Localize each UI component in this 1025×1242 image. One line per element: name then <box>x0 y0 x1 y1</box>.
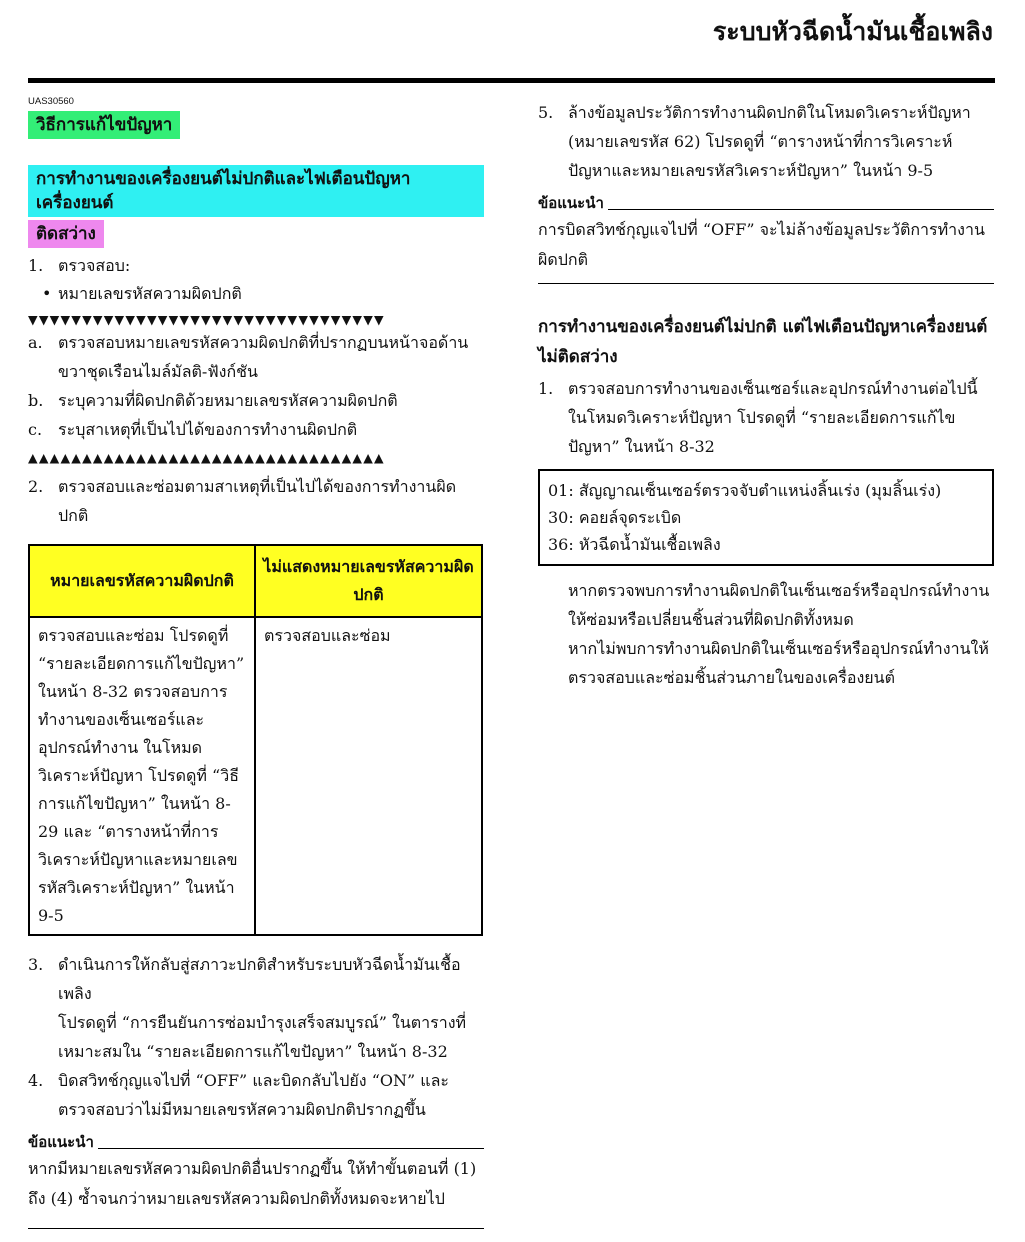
step-3: 3. ดำเนินการให้กลับสู่สภาวะปกติสำหรับระบบหัวฉีดน้ำมันเชื้อเพลิง โปรดดูที่ “การยืนยันการซ่อมบำรุงเสร็จสมบูรณ์” ในตารางที่เหมาะสมใน “รายละเอียดการแก้ไขปัญหา” ในหน้า 8-32 <box>28 955 467 1061</box>
note-text: การบิดสวิทช์กุญแจไปที่ “OFF” จะไม่ล้างข้อมูลประวัติการทำงานผิดปกติ <box>538 220 985 269</box>
note-header: ข้อแนะนำ <box>538 191 994 215</box>
note-end-line <box>538 283 994 284</box>
table-header-row <box>29 545 482 617</box>
left-column <box>28 96 484 1229</box>
code-list-box <box>538 469 994 566</box>
triangle-down-divider: ▼▼▼▼▼▼▼▼▼▼▼▼▼▼▼▼▼▼▼▼▼▼▼▼▼▼▼▼▼▼▼▼▼ <box>28 312 385 327</box>
sub-step-a: a. ตรวจสอบหมายเลขรหัสความผิดปกติที่ปรากฏบนหน้าจอด้านขวาชุดเรือนไมล์มัลติ-ฟังก์ชัน <box>28 333 469 381</box>
bullet-icon: • <box>42 284 52 303</box>
table-row <box>29 617 482 935</box>
table-cell: ตรวจสอบและซ่อม โปรดดูที่ “รายละเอียดการแก้ไขปัญหา” ในหน้า 8-32 ตรวจสอบการทำงานของเซ็นเซอร์และอุปกรณ์ทำงาน ในโหมดวิเคราะห์ปัญหา โปรดดูที่ “วิธีการแก้ไขปัญหา” ในหน้า 8-29 และ “ตารางหน้าที่การวิเคราะห์ปัญหาและหมายเลขรหัสวิเคราะห์ปัญหา” ในหน้า 9-5 <box>29 617 255 935</box>
step-2: 2. ตรวจสอบและซ่อมตามสาเหตุที่เป็นไปได้ของการทำงานผิดปกติ <box>28 477 457 525</box>
subsection-title-cont: ติดสว่าง <box>28 220 104 248</box>
note-header-line <box>608 209 994 210</box>
subsection-title: การทำงานของเครื่องยนต์ไม่ปกติและไฟเตือนปัญหาเครื่องยนต์ <box>28 165 484 217</box>
list-item: 30: คอยล์จุดระเบิด <box>548 508 682 527</box>
step-1: 1. ตรวจสอบ: <box>28 256 131 275</box>
table-header: ไม่แสดงหมายเลขรหัสความผิดปกติ <box>255 545 482 617</box>
step-1: 1. ตรวจสอบการทำงานของเซ็นเซอร์และอุปกรณ์ทำงานต่อไปนี้ในโหมดวิเคราะห์ปัญหา โปรดดูที่ “รายละเอียดการแก้ไขปัญหา” ในหน้า 8-32 <box>538 379 978 456</box>
note-header-line <box>98 1148 484 1149</box>
sub-step-b: b. ระบุความที่ผิดปกติด้วยหมายเลขรหัสความผิดปกติ <box>28 391 398 410</box>
header-rule <box>28 78 995 83</box>
subsection-title: การทำงานของเครื่องยนต์ไม่ปกติ แต่ไฟเตือนปัญหาเครื่องยนต์ไม่ติดสว่าง <box>538 317 988 367</box>
section-code: UAS30560 <box>28 96 74 107</box>
section-title: วิธีการแก้ไขปัญหา <box>28 111 180 139</box>
paragraph: หากไม่พบการทำงานผิดปกติในเซ็นเซอร์หรืออุปกรณ์ทำงานให้ตรวจสอบและซ่อมชิ้นส่วนภายในของเครื่องยนต์ <box>568 639 989 687</box>
triangle-up-divider: ▲▲▲▲▲▲▲▲▲▲▲▲▲▲▲▲▲▲▲▲▲▲▲▲▲▲▲▲▲▲▲▲▲ <box>28 450 385 465</box>
table-header: หมายเลขรหัสความผิดปกติ <box>29 545 255 617</box>
bullet-item: • หมายเลขรหัสความผิดปกติ <box>28 280 484 308</box>
note-end-line <box>28 1228 484 1229</box>
step-4: 4. บิดสวิทช์กุญแจไปที่ “OFF” และบิดกลับไปยัง “ON” และตรวจสอบว่าไม่มีหมายเลขรหัสความผิดปกติปรากฏขึ้น <box>28 1071 449 1119</box>
diagnosis-table <box>28 544 483 936</box>
table-cell: ตรวจสอบและซ่อม <box>255 617 482 935</box>
sub-step-c: c. ระบุสาเหตุที่เป็นไปได้ของการทำงานผิดปกติ <box>28 420 358 439</box>
step-5: 5. ล้างข้อมูลประวัติการทำงานผิดปกติในโหมดวิเคราะห์ปัญหา (หมายเลขรหัส 62) โปรดดูที่ “ตารางหน้าที่การวิเคราะห์ปัญหาและหมายเลขรหัสวิเคราะห์ปัญหา” ในหน้า 9-5 <box>538 103 971 180</box>
note-text: หากมีหมายเลขรหัสความผิดปกติอื่นปรากฏขึ้น ให้ทำขั้นตอนที่ (1) ถึง (4) ซ้ำจนกว่าหมายเลขรหัสความผิดปกติทั้งหมดจะหายไป <box>28 1159 477 1208</box>
note-header: ข้อแนะนำ <box>28 1130 484 1154</box>
list-item: 36: หัวฉีดน้ำมันเชื้อเพลิง <box>548 535 721 554</box>
list-item: 01: สัญญาณเซ็นเซอร์ตรวจจับตำแหน่งลิ้นเร่ง (มุมลิ้นเร่ง) <box>548 481 942 500</box>
paragraph: หากตรวจพบการทำงานผิดปกติในเซ็นเซอร์หรืออุปกรณ์ทำงาน ให้ซ่อมหรือเปลี่ยนชิ้นส่วนที่ผิดปกติทั้งหมด <box>568 581 990 629</box>
right-column <box>538 98 994 692</box>
page-title: ระบบหัวฉีดน้ำมันเชื้อเพลิง <box>712 17 993 46</box>
